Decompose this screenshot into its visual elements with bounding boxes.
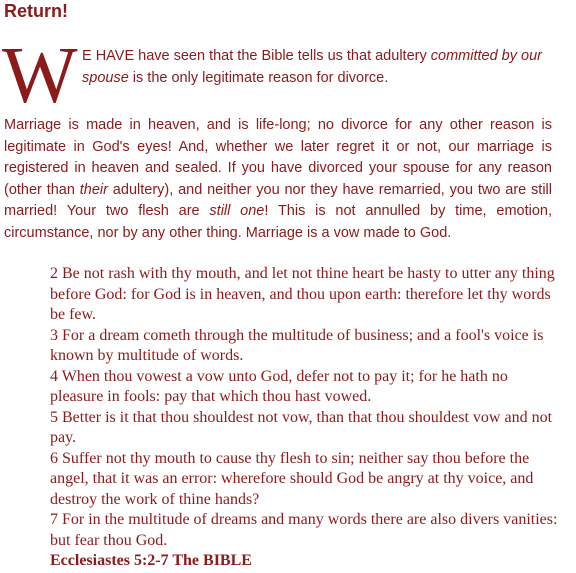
paragraph-emphasis: their: [79, 181, 108, 198]
intro-text-part: E HAVE have seen that the Bible tells us that adultery: [82, 48, 431, 64]
intro-emphasis: committed by our spouse: [82, 48, 542, 86]
paragraph-text: adultery), and neither you nor they have remarried, you two are still married! Your two flesh are: [4, 181, 552, 219]
verse: 5 Better is it that thou shouldest not vow, than that thou shouldest vow and not pay.: [50, 408, 553, 446]
verse: 6 Suffer not thy mouth to cause thy flesh to sin; neither say thou before the angel, that it was an error: wherefore should God be angry at thy voice, and destroy the work of thine hands?: [50, 449, 534, 508]
verse: 3 For a dream cometh through the multitude of business; and a fool's voice is known by multitude of words.: [50, 326, 544, 364]
paragraph-emphasis: still one: [209, 203, 265, 219]
scripture-reference: Ecclesiastes 5:2-7 The BIBLE: [50, 552, 252, 569]
drop-cap: W: [2, 32, 78, 120]
scripture-quote: [50, 264, 565, 572]
verse: 4 When thou vowest a vow unto God, defer not to pay it; for he hath no pleasure in fools: pay that which thou hast vowed.: [50, 367, 508, 405]
body-paragraph: [4, 115, 552, 244]
intro-text: [82, 45, 572, 89]
paragraph-text: ! This is not annulled by time, emotion, circumstance, nor by any other thing. Marriage is a vow made to God.: [4, 203, 553, 241]
verse: 7 For in the multitude of dreams and many words there are also divers vanities: but fear thou God.: [50, 511, 558, 549]
page-title: Return!: [4, 1, 68, 21]
verse: 2 Be not rash with thy mouth, and let not thine heart be hasty to utter any thing before God: for God is in heaven, and thou upon earth: therefore let thy words be few.: [50, 265, 555, 323]
intro-text-part: is the only legitimate reason for divorce.: [128, 70, 389, 86]
paragraph-text: Marriage is made in heaven, and is life-long; no divorce for any other reason is legitimate in God's eyes! And, whether we later regret it or not, our marriage is registered in heaven and sealed. If you have divorced your spouse for any reason (other than: [4, 117, 552, 198]
